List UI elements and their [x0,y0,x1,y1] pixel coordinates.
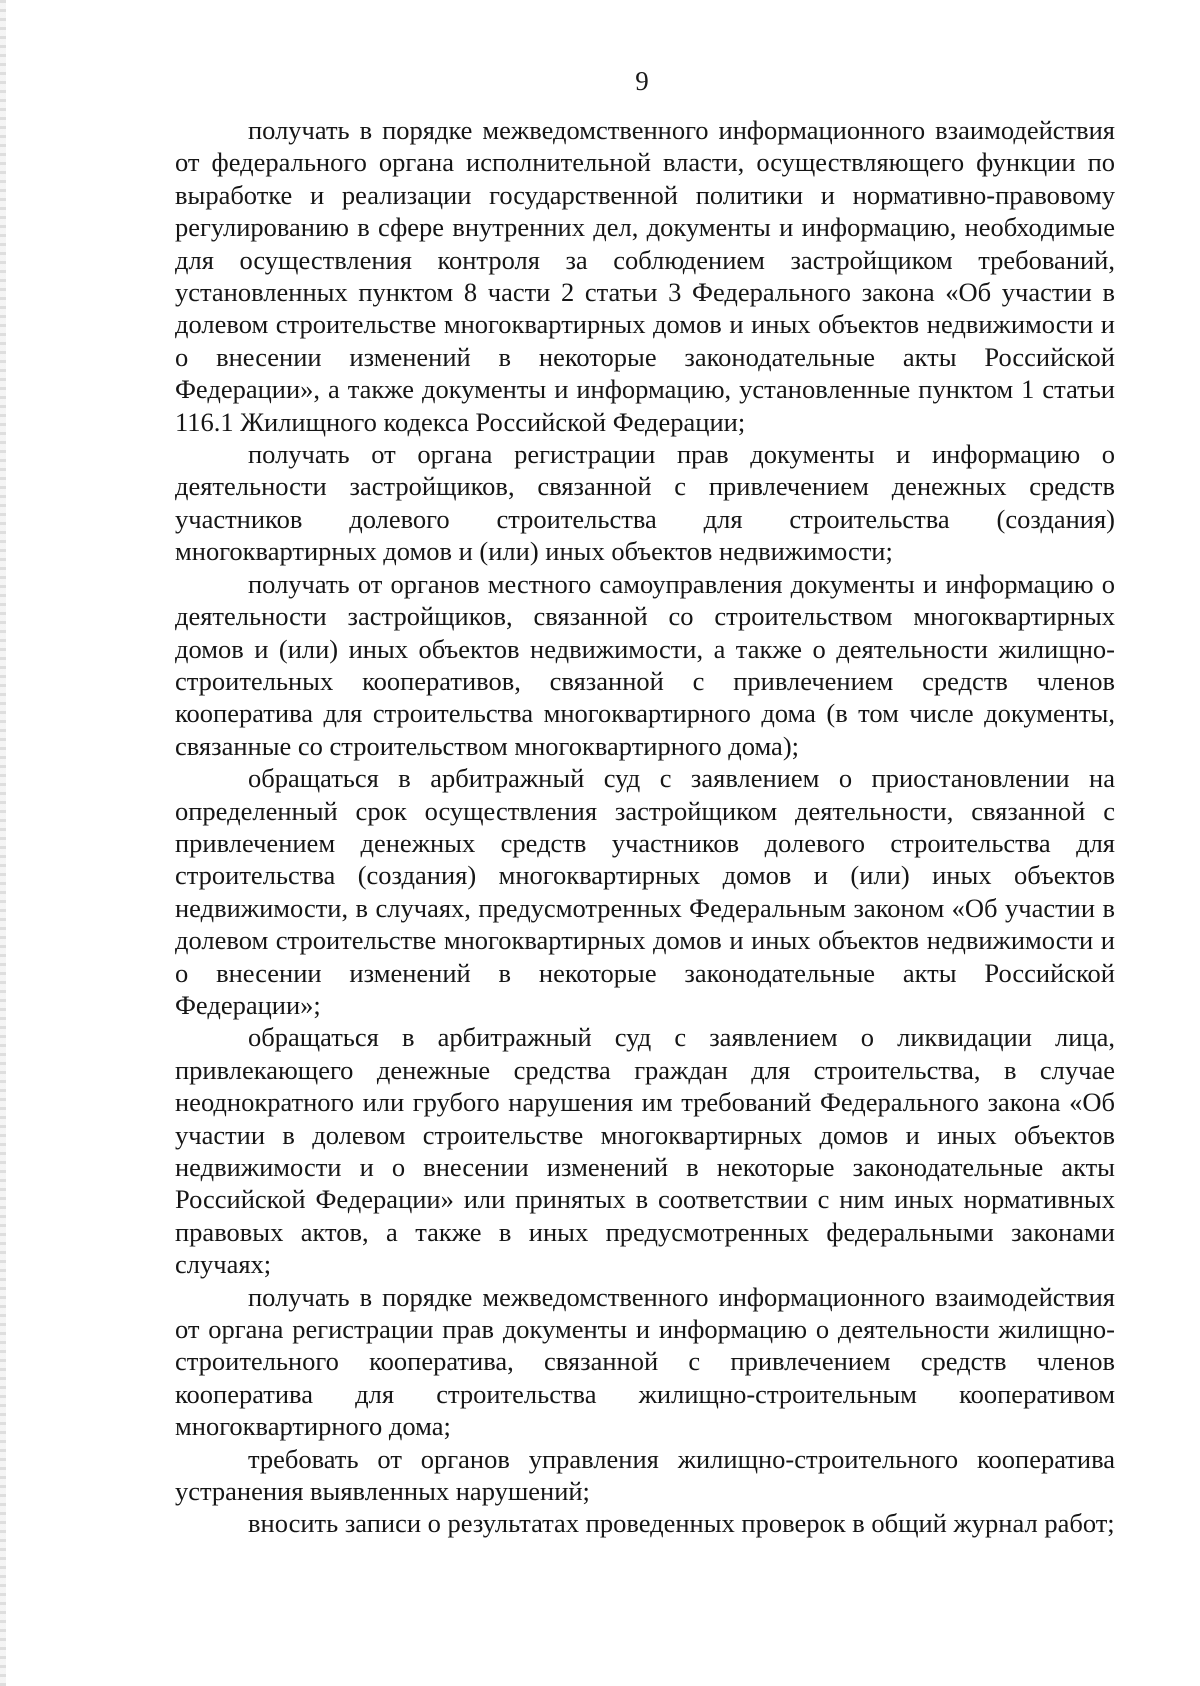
paragraph-6: получать в порядке межведомственного информационного взаимодействия от органа регистрации прав документы и информацию о деятельности жилищно-строительного кооператива, связанной с привлечением средств членов кооператива для строительства жилищно-строительным кооперативом многоквартирного дома; [175,1281,1115,1442]
body-text [175,114,1115,1540]
paragraph-7: требовать от органов управления жилищно-строительного кооператива устранения выявленных нарушений; [175,1443,1115,1507]
paragraph-3: получать от органов местного самоуправления документы и информацию о деятельности застройщиков, связанной со строительством многоквартирных домов и (или) иных объектов недвижимости, а также о деятельности жилищно-строительных кооперативов, связанной с привлечением средств членов кооператива для строительства многоквартирного дома (в том числе документы, связанные со строительством многоквартирного дома); [175,568,1115,761]
paragraph-4: обращаться в арбитражный суд с заявлением о приостановлении на определенный срок осуществления застройщиком деятельности, связанной с привлечением денежных средств участников долевого строительства для строительства (создания) многоквартирных домов и (или) иных объектов недвижимости, в случаях, предусмотренных Федеральным законом «Об участии в долевом строительстве многоквартирных домов и иных объектов недвижимости и о внесении изменений в некоторые законодательные акты Российской Федерации»; [175,763,1115,1020]
page-number: 9 [635,66,649,96]
scan-edge-artifact [0,0,6,1686]
paragraph-1: получать в порядке межведомственного информационного взаимодействия от федерального органа исполнительной власти, осуществляющего функции по выработке и реализации государственной политики и нормативно-правовому регулированию в сфере внутренних дел, документы и информацию, необходимые для осуществления контроля за соблюдением застройщиком требований, установленных пунктом 8 части 2 статьи 3 Федерального закона «Об участии в долевом строительстве многоквартирных домов и иных объектов недвижимости и о внесении изменений в некоторые законодательные акты Российской Федерации», а также документы и информацию, установленные пунктом 1 статьи 116.1 Жилищного кодекса Российской Федерации; [175,115,1115,437]
paragraph-8: вносить записи о результатах проведенных проверок в общий журнал работ; [248,1508,1115,1539]
paragraph-2: получать от органа регистрации прав документы и информацию о деятельности застройщиков, связанной с привлечением денежных средств участников долевого строительства для строительства (создания) многоквартирных домов и (или) иных объектов недвижимости; [175,439,1115,567]
paragraph-5: обращаться в арбитражный суд с заявлением о ликвидации лица, привлекающего денежные средства граждан для строительства, в случае неоднократного или грубого нарушения им требований Федерального закона «Об участии в долевом строительстве многоквартирных домов и иных объектов недвижимости и о внесении изменений в некоторые законодательные акты Российской Федерации» или принятых в соответствии с ним иных нормативных правовых актов, а также в иных предусмотренных федеральными законами случаях; [175,1022,1115,1280]
